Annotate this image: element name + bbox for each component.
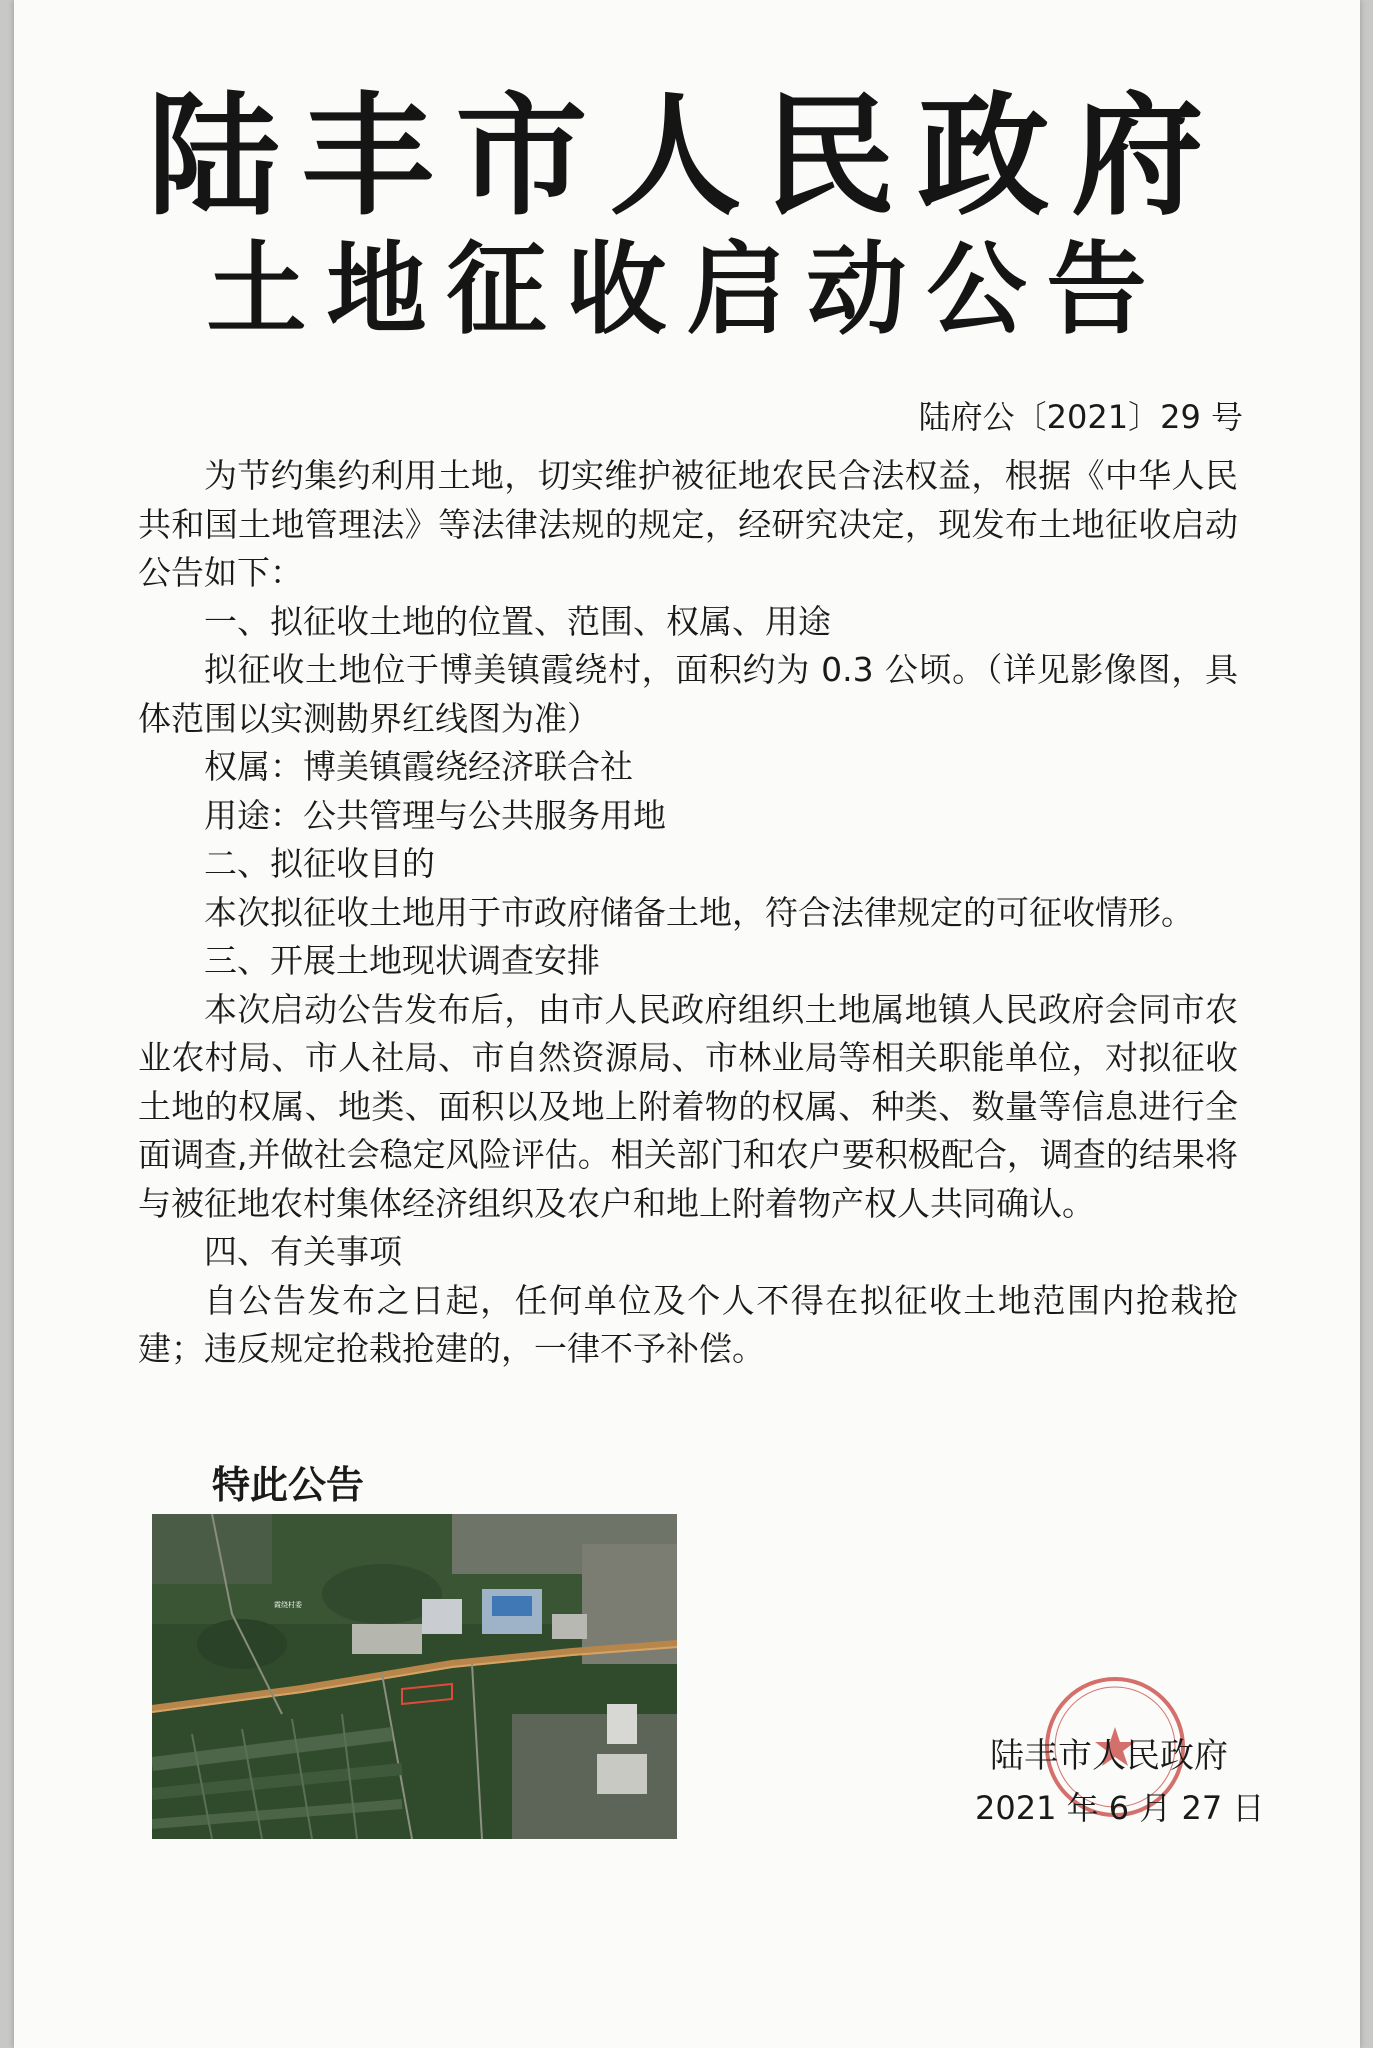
section-heading-4: 四、有关事项	[204, 1232, 402, 1271]
section-heading-1: 一、拟征收土地的位置、范围、权属、用途	[204, 601, 831, 641]
matters-paragraph: 自公告发布之日起，任何单位及个人不得在拟征收土地范围内抢栽抢建；违反规定抢栽抢建的，一律不予补偿。	[138, 1280, 1238, 1368]
section-heading-3: 三、开展土地现状调查安排	[204, 941, 600, 980]
issuer-title: 陆丰市人民政府	[147, 80, 1226, 234]
satellite-map-image	[152, 1514, 677, 1839]
signing-date: 2021 年 6 月 27 日	[975, 1789, 1265, 1827]
map-label: 霞绕村委	[274, 1601, 302, 1609]
ownership-line: 权属：博美镇霞绕经济联合社	[204, 747, 633, 786]
document-number: 陆府公〔2021〕29 号	[918, 398, 1243, 436]
notice-body	[138, 452, 1238, 1374]
intro-paragraph: 为节约集约利用土地，切实维护被征地农民合法权益，根据《中华人民共和国土地管理法》等法律法规的规定，经研究决定，现发布土地征收启动公告如下：	[138, 456, 1238, 592]
survey-paragraph: 本次启动公告发布后，由市人民政府组织土地属地镇人民政府会同市农业农村局、市人社局、市自然资源局、市林业局等相关职能单位，对拟征收土地的权属、地类、面积以及地上附着物的权属、种类、数量等信息进行全面调查,并做社会稳定风险评估。相关部门和农户要积极配合，调查的结果将与被征地农村集体经济组织及农户和地上附着物产权人共同确认。	[138, 989, 1238, 1223]
notice-title: 土地征收启动公告	[206, 231, 1167, 348]
section-heading-2: 二、拟征收目的	[204, 844, 435, 883]
purpose-paragraph: 本次拟征收土地用于市政府储备土地，符合法律规定的可征收情形。	[204, 892, 1194, 932]
location-paragraph: 拟征收土地位于博美镇霞绕村，面积约为 0.3 公顷。（详见影像图，具体范围以实测勘界红线图为准）	[138, 650, 1238, 738]
usage-line: 用途：公共管理与公共服务用地	[204, 795, 666, 835]
closing-statement: 特此公告	[212, 1462, 365, 1507]
signing-organization: 陆丰市人民政府	[990, 1736, 1228, 1776]
